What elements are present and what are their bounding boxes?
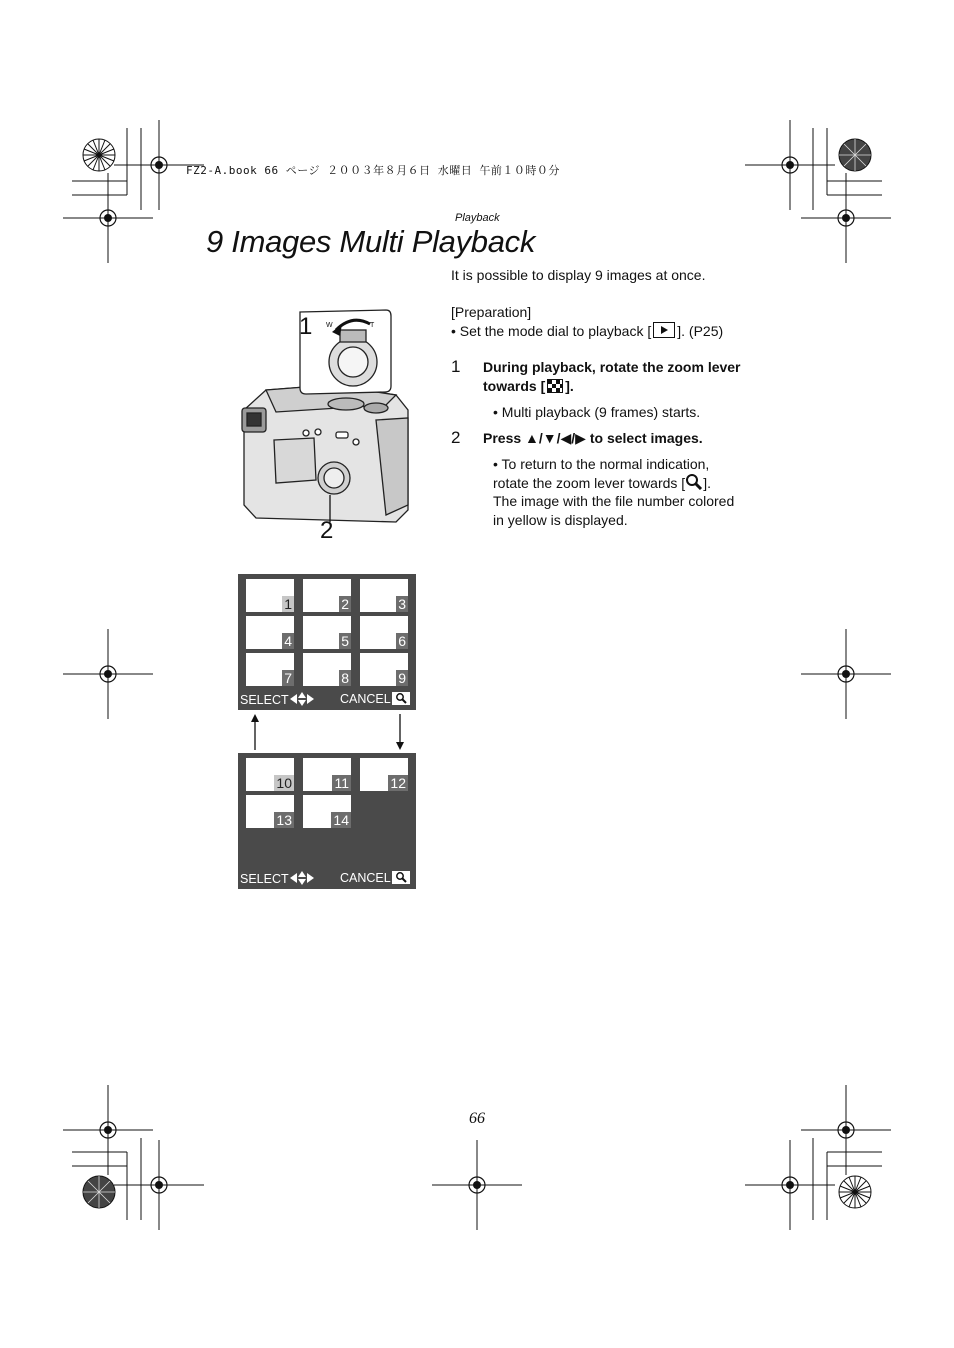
- file-number: 3: [398, 596, 406, 612]
- cancel-label: [340, 692, 410, 706]
- thumbnail[interactable]: [303, 795, 351, 828]
- thumbnail[interactable]: [303, 653, 351, 686]
- magnifier-icon: [392, 692, 410, 705]
- thumbnail[interactable]: [246, 795, 294, 828]
- camera-illustration: [236, 300, 426, 550]
- file-number: 13: [276, 812, 292, 828]
- file-number: 7: [284, 670, 292, 686]
- zoom-w-label: W: [326, 322, 333, 329]
- step-1-text-main: During playback, rotate the zoom lever towards [: [483, 359, 741, 394]
- arrow-down-icon: [396, 742, 404, 750]
- step-2-bullet: [493, 455, 753, 529]
- file-number: 2: [341, 596, 349, 612]
- file-number: 14: [333, 812, 349, 828]
- thumbnail[interactable]: [303, 579, 351, 612]
- file-number: 5: [341, 633, 349, 649]
- step-2-bullet-line-3: The image with the file number colored: [493, 493, 735, 509]
- select-text: SELECT: [240, 872, 289, 886]
- file-number: 11: [334, 775, 349, 791]
- multi-playback-screen-1: [238, 574, 416, 710]
- file-number: 12: [390, 775, 406, 791]
- page-title: 9 Images Multi Playback: [206, 224, 536, 259]
- playback-icon: [653, 322, 675, 338]
- cancel-label: [340, 871, 410, 885]
- preparation-heading: [Preparation]: [451, 304, 532, 320]
- thumbnail[interactable]: [360, 616, 408, 649]
- step-number-2: 2: [451, 428, 461, 447]
- thumbnail[interactable]: [303, 758, 351, 791]
- section-label: Playback: [455, 212, 500, 224]
- step-2-bullet-line-4: in yellow is displayed.: [493, 511, 628, 528]
- select-label: [240, 692, 315, 707]
- intro-text: It is possible to display 9 images at once.: [451, 267, 706, 283]
- crop-marks: [63, 120, 891, 1230]
- cancel-text: CANCEL: [340, 871, 391, 885]
- thumbnail[interactable]: [360, 653, 408, 686]
- magnifier-icon: [685, 474, 703, 488]
- select-label: [240, 871, 315, 886]
- file-number: 6: [398, 633, 406, 649]
- thumbnail[interactable]: [246, 579, 294, 612]
- step-number-1: 1: [451, 357, 461, 376]
- preparation-bullet: [451, 322, 723, 339]
- callout-1: 1: [299, 313, 313, 340]
- arrow-keys-icon: [289, 692, 315, 706]
- file-number: 9: [398, 670, 406, 686]
- thumbnail[interactable]: [246, 758, 294, 791]
- thumbnail[interactable]: [360, 758, 408, 791]
- thumbnail[interactable]: [303, 616, 351, 649]
- step-2-bullet-line-1: • To return to the normal indication,: [493, 456, 710, 472]
- thumbnail[interactable]: [246, 616, 294, 649]
- thumbnail[interactable]: [360, 579, 408, 612]
- step-2-bullet-line-2-text: rotate the zoom lever towards [: [493, 474, 686, 491]
- preparation-bullet-end: ]. (P25): [677, 323, 724, 339]
- file-number: 4: [284, 633, 292, 649]
- transition-arrows: [240, 712, 415, 752]
- select-text: SELECT: [240, 693, 289, 707]
- file-number: 10: [276, 775, 292, 791]
- step-1-text: [483, 358, 743, 396]
- step-1-bullet: • Multi playback (9 frames) starts.: [493, 404, 701, 420]
- cancel-text: CANCEL: [340, 692, 391, 706]
- preparation-bullet-text: • Set the mode dial to playback [: [451, 323, 652, 339]
- magnifier-icon: [392, 871, 410, 884]
- arrow-keys-icon: [289, 871, 315, 885]
- arrow-up-icon: [251, 714, 259, 722]
- thumbnail[interactable]: [246, 653, 294, 686]
- callout-2: 2: [320, 517, 334, 544]
- file-number: 8: [341, 670, 349, 686]
- step-2-text: Press ▲/▼/◀/▶ to select images.: [483, 430, 703, 446]
- step-1-text-end: ].: [565, 378, 574, 394]
- print-header: FZ2-A.book 66 ページ ２００３年８月６日 水曜日 午前１０時０分: [186, 164, 560, 177]
- step-2-bullet-line-2-end: ].: [703, 474, 711, 491]
- page-number: 66: [469, 1110, 485, 1127]
- step-2-bullet-line-2: [493, 474, 753, 493]
- file-number: 1: [284, 596, 292, 612]
- zoom-t-label: T: [370, 322, 375, 329]
- multi-playback-screen-2: [238, 753, 416, 889]
- multi-playback-icon: [547, 379, 563, 393]
